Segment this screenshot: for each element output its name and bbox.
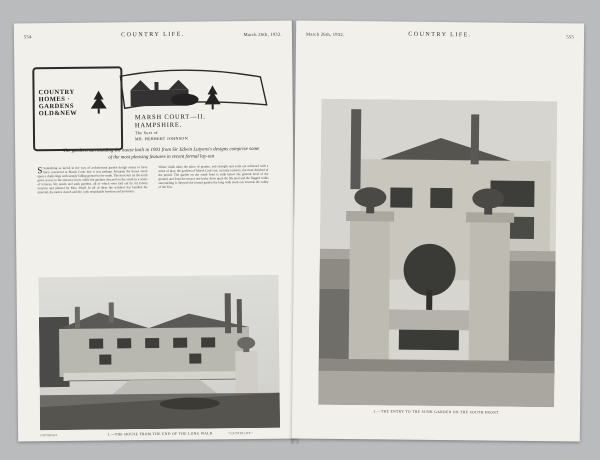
issue-date: March 26th, 1932. [243,31,282,38]
column-text: Where chalk takes the place of granite, and strength and scale are achieved with a sense of play, the gardens of Marsh Court are, in many respects, the most finished of the period. The garden on the south front is sunk below the general level of the ground, and from the terrace one looks down upon the lily pool and the flagged walks surrounding it. Beyond the formal garden the long walk leads out towards the valley of the Test. [158,163,269,189]
running-header [306,31,574,44]
running-header [24,31,282,44]
sunk-garden-photo-image [318,99,557,407]
masthead-words [39,89,78,117]
article-dek: The gardens surrounding the house built in 1901 from Sir Edwin Lutyens's designs comprise some of the most pleasing features in recent formal lay-out [62,146,260,160]
article-location: HAMPSHIRE. [134,121,183,130]
house-photo-image [38,275,280,431]
photo-credit: COPYRIGHT [40,433,58,438]
page-number: 555 [566,34,575,40]
article-title: MARSH COURT—II. [134,113,206,122]
photo-caption: 1.—THE HOUSE FROM THE END OF THE LONG WALK [107,431,213,437]
left-page [14,21,296,442]
photo-credit: "COUNTRY LIFE." [228,430,253,436]
masthead-line: GARDENS [38,102,75,111]
sunk-garden-photo [318,99,557,407]
masthead-line: OLD&NEW [38,109,78,118]
right-page [292,21,584,442]
masthead-line: HOMES · [38,95,71,104]
article-heading [135,113,206,142]
owner-name: MR. HERBERT JOHNSON [135,135,189,142]
running-title: COUNTRY LIFE. [121,31,185,39]
drop-cap: S [37,165,43,176]
photo-caption: 2.—THE ENTRY TO THE SUNK GARDEN ON THE SOUTH FRONT [373,409,499,415]
body-column-2 [158,164,269,265]
country-homes-masthead [32,66,123,151]
running-title: COUNTRY LIFE. [408,31,472,39]
seat-of-label: The Seat of [134,129,158,136]
body-column-1 [37,165,148,266]
issue-date: March 26th, 1932. [306,31,345,38]
masthead-line: COUNTRY [38,88,75,97]
house-photo [38,275,280,431]
page-number: 554 [23,34,32,40]
column-text: Something so lavish in the way of architectural garden design seems to have been conceived at Marsh Court that it was perhaps fortunate the house stood upon a chalk ridge with steeply falling ground to the south. The forecourt on the north gives access to the entrance front, while the gardens descend on the south in a series of terraces, lily ponds and sunk gardens, all of which were laid out by Sir Edwin Lutyens and planted by Miss Jekyll. In all of these the architect has handled his material, the native clunch and tile, with remarkable freedom and invention. [37,165,148,195]
